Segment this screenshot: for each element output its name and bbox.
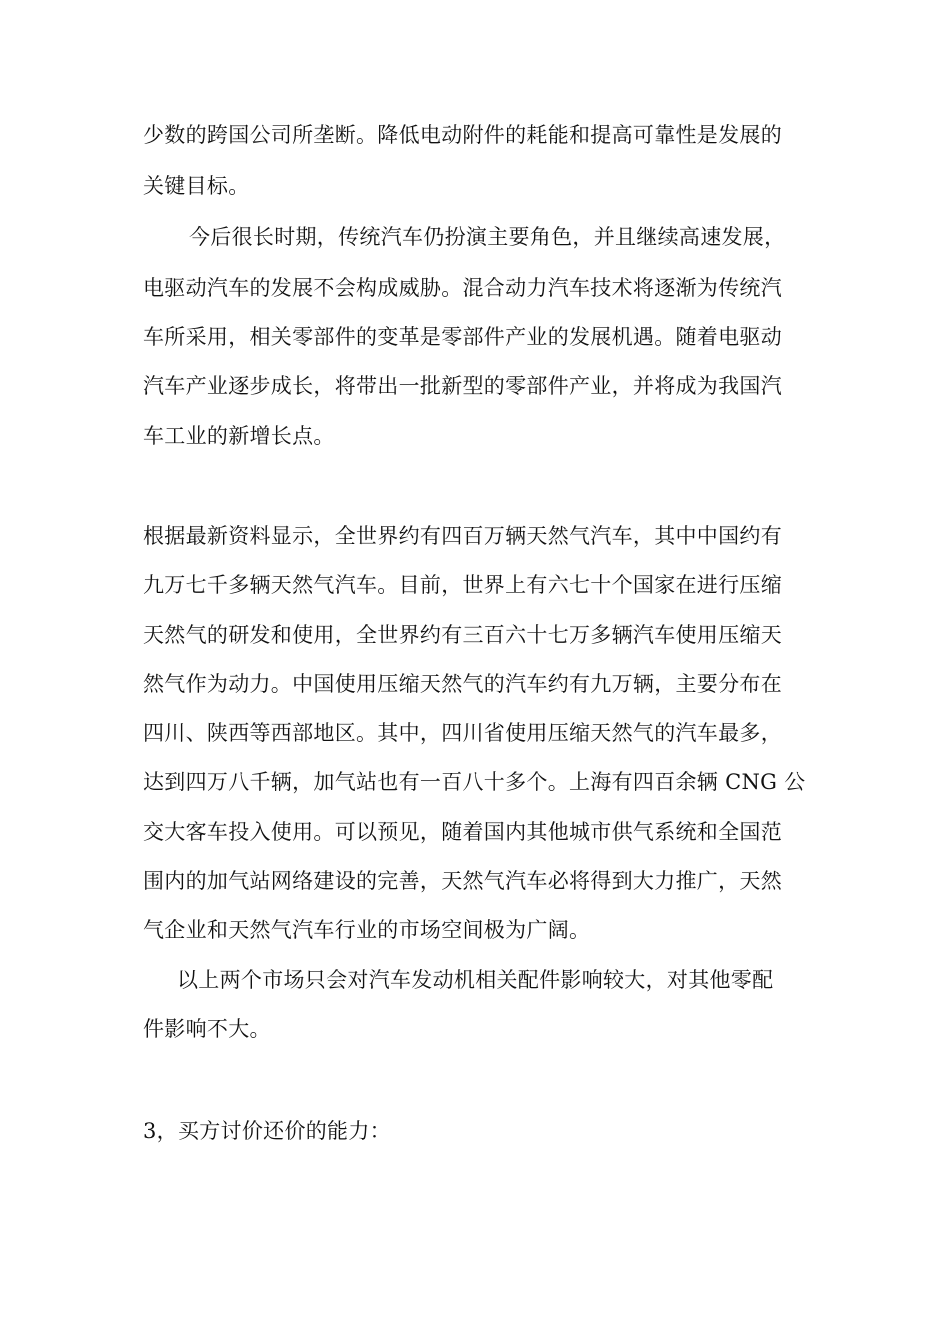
text-line: 围内的加气站网络建设的完善，天然气汽车必将得到大力推广，天然	[143, 869, 782, 893]
text-line: 电驱动汽车的发展不会构成威胁。混合动力汽车技术将逐渐为传统汽	[143, 276, 782, 300]
text-line: 件影响不大。	[143, 1017, 271, 1041]
section-heading: 3，买方讨价还价的能力：	[143, 1119, 391, 1143]
text-line: 交大客车投入使用。可以预见，随着国内其他城市供气系统和全国范	[143, 820, 782, 844]
text-line: 然气作为动力。中国使用压缩天然气的汽车约有九万辆，主要分布在	[143, 672, 782, 696]
text-line: 车所采用，相关零部件的变革是零部件产业的发展机遇。随着电驱动	[143, 325, 782, 349]
text-line: 汽车产业逐步成长，将带出一批新型的零部件产业，并将成为我国汽	[143, 374, 782, 398]
text-line: 天然气的研发和使用，全世界约有三百六十七万多辆汽车使用压缩天	[143, 623, 782, 647]
text-line: 达到四万八千辆，加气站也有一百八十多个。上海有四百余辆 CNG 公	[143, 770, 806, 794]
text-line: 少数的跨国公司所垄断。降低电动附件的耗能和提高可靠性是发展的	[143, 123, 782, 147]
text-line: 九万七千多辆天然气汽车。目前，世界上有六七十个国家在进行压缩	[143, 573, 782, 597]
text-line: 以上两个市场只会对汽车发动机相关配件影响较大，对其他零配	[177, 968, 774, 992]
text-line: 四川、陕西等西部地区。其中，四川省使用压缩天然气的汽车最多，	[143, 721, 782, 745]
text-line: 气企业和天然气汽车行业的市场空间极为广阔。	[143, 918, 591, 942]
text-line: 今后很长时期，传统汽车仍扮演主要角色，并且继续高速发展，	[189, 225, 786, 249]
text-line: 关键目标。	[143, 174, 250, 198]
text-line: 车工业的新增长点。	[143, 424, 335, 448]
text-line: 根据最新资料显示，全世界约有四百万辆天然气汽车，其中中国约有	[143, 524, 782, 548]
